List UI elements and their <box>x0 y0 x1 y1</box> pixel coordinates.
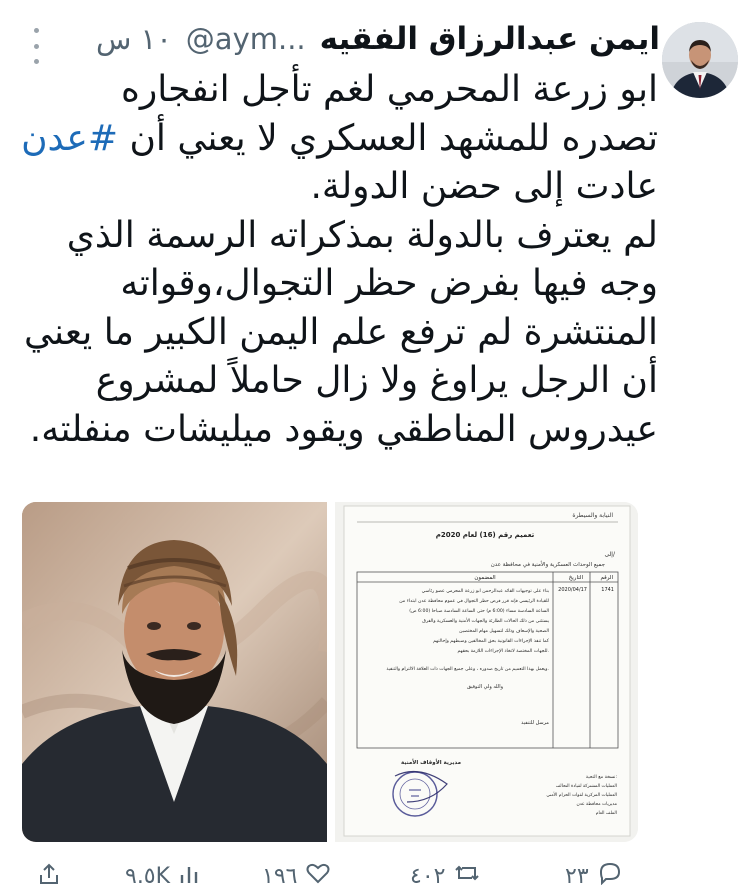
doc-signature-title: مديرية الأوقاف الأمنية <box>401 760 461 766</box>
doc-content-line: للجهات المختصة لاتخاذ الإجراءات اللازمة بحقهم. <box>457 649 549 654</box>
doc-copy: العمليات المركزية لقوات الحزام الأمني <box>546 793 617 798</box>
media-grid <box>22 502 638 842</box>
retweet-count: ٤٠٢ <box>410 863 446 889</box>
views-icon <box>178 861 204 891</box>
doc-col-content: المضمون <box>474 575 496 581</box>
doc-number: 1741 <box>601 587 614 593</box>
tweet-paragraph-1: ابو زرعة المحرمي لغم تأجل انفجاره تصدره للمشهد العسكري لا يعني أن #عدن عادت إلى حضن الدولة. <box>21 69 658 207</box>
reply-icon <box>597 861 623 891</box>
views-count: ٩.٥K <box>125 863 171 889</box>
doc-content-line: الساعة السادسة مساء (6:00 م) حتى الساعة السادسة صباحا (6:00 ص) <box>409 609 549 614</box>
media-photo[interactable] <box>22 502 327 842</box>
doc-content-line: كما تنفذ الإجراءات القانونية بحق المخالفين وضبطهم وإحالتهم <box>433 639 549 644</box>
doc-content-line: يستثنى من ذلك الحالات الطارئة والجهات الأمنية والعسكرية والفرق <box>422 619 549 624</box>
retweet-action[interactable] <box>410 864 481 888</box>
doc-content-line: للقيادة الرئيسي فإنه قرر فرض حظر التجوال في عموم محافظة عدن ابتداء من <box>399 599 549 604</box>
doc-copy: الملف العام <box>595 811 617 816</box>
reply-count: ٢٣ <box>565 863 589 889</box>
doc-header-left: النيابة والسيطرة <box>572 512 613 519</box>
action-bar <box>0 862 750 889</box>
views-action[interactable] <box>125 864 204 888</box>
doc-content-line: الصحية والإسعاف وذلك لتسهيل مهام المختصين <box>459 629 549 634</box>
author-name[interactable]: ايمن عبدالرزاق الفقيه <box>319 21 660 57</box>
doc-col-date: التاريخ <box>568 575 583 581</box>
doc-copies-title: نسخة مع التحية: <box>585 775 617 780</box>
share-icon <box>36 861 62 891</box>
doc-send: مرسل للتنفيذ <box>521 720 549 726</box>
doc-circular: تعميم رقم (16) لعام 2020م <box>435 531 535 539</box>
avatar[interactable] <box>662 22 738 98</box>
heart-icon <box>305 861 331 891</box>
hashtag-link[interactable]: #عدن <box>21 117 119 159</box>
doc-date: 2020/04/17 <box>558 587 587 593</box>
like-count: ١٩٦ <box>262 863 298 889</box>
retweet-icon <box>453 861 481 891</box>
doc-to-detail: جميع الوحدات العسكرية والأمنية في محافظة عدن <box>490 562 605 568</box>
share-action[interactable] <box>36 864 62 888</box>
doc-to: إلى/ <box>604 551 615 558</box>
like-action[interactable] <box>262 864 331 888</box>
tweet-header <box>60 16 660 62</box>
author-handle[interactable]: @aym... <box>185 22 306 56</box>
tweet-text <box>18 66 658 454</box>
doc-closing: والله ولي التوفيق <box>466 684 504 690</box>
doc-content-line: بناء على توجيهات القائد عبدالرحمن ابو زرعة المحرمي عضو رئاسي <box>421 589 549 594</box>
doc-effective: ويعمل بهذا التعميم من تاريخ صدوره ، وعلى جميع الجهات ذات العلاقة الالتزام والتنفيذ. <box>386 667 549 672</box>
doc-copy: مديريات محافظة عدن <box>576 802 617 807</box>
doc-col-number: الرقم <box>600 575 613 581</box>
doc-copy: العمليات المشتركة لقيادة التحالف <box>555 784 617 789</box>
tweet-paragraph-2: لم يعترف بالدولة بمذكراته الرسمة الذي وجه فيها بفرض حظر التجوال،وقواته المنتشرة لم ترفع علم اليمن الكبير ما يعني أن الرجل يراوغ ولا زال حاملاً لمشروع عيدروس المناطقي ويقود ميليشات منفلته. <box>24 214 658 450</box>
tweet-time[interactable]: ١٠ س <box>96 22 172 56</box>
media-document[interactable] <box>335 502 638 842</box>
more-icon[interactable] <box>30 28 42 64</box>
reply-action[interactable] <box>565 864 623 888</box>
